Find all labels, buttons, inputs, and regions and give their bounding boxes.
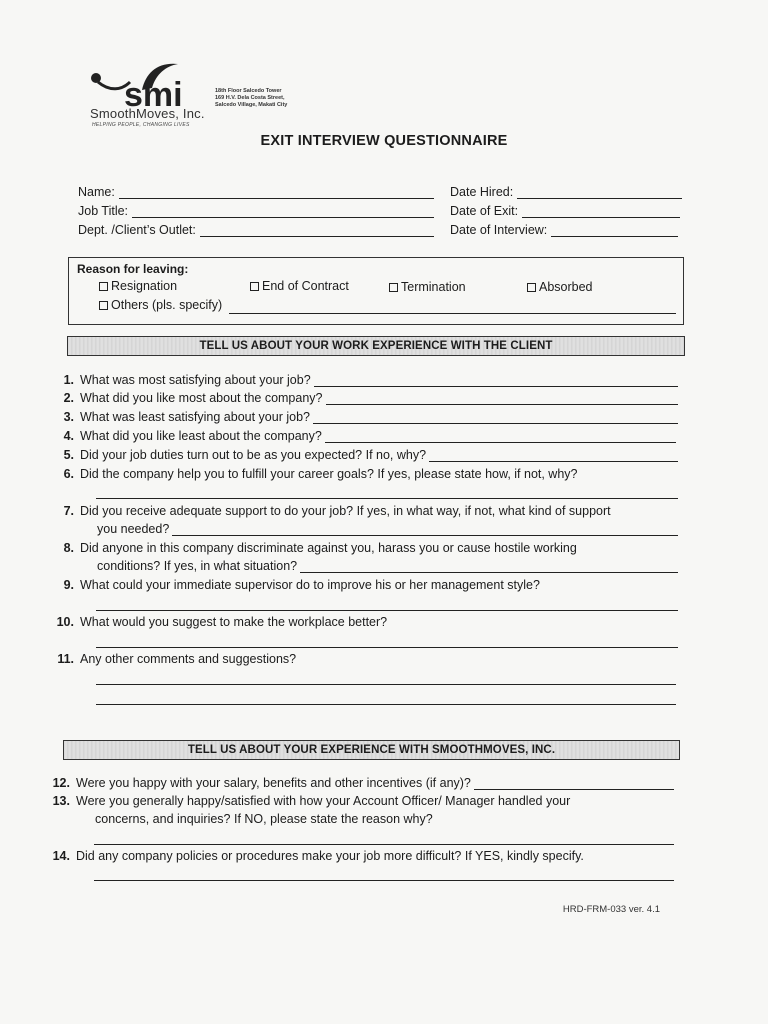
question-4[interactable] (50, 429, 676, 443)
answer-line[interactable] (94, 880, 674, 881)
date-exit-field[interactable] (450, 204, 680, 218)
question-8-continued[interactable] (97, 559, 678, 573)
checkbox-icon[interactable] (250, 282, 259, 291)
option-termination[interactable] (389, 280, 466, 294)
date-interview-label: Date of Interview: (450, 223, 548, 237)
question-number: 1. (63, 373, 74, 387)
answer-line[interactable] (313, 411, 678, 424)
answer-line[interactable] (300, 560, 678, 573)
question-1[interactable] (50, 373, 678, 387)
question-text: Did the company help you to fulfill your career goals? If yes, please state how, if not, why? (80, 467, 578, 481)
date-interview-field[interactable] (450, 223, 678, 237)
reason-for-leaving-box (68, 257, 684, 325)
date-hired-field[interactable] (450, 185, 682, 199)
checkbox-icon[interactable] (99, 282, 108, 291)
name-field[interactable] (78, 185, 434, 199)
option-label: Termination (401, 280, 466, 294)
question-8 (50, 541, 678, 555)
option-label: End of Contract (262, 279, 349, 293)
name-line[interactable] (119, 186, 434, 199)
question-9 (50, 578, 678, 592)
question-number: 12. (52, 776, 70, 790)
question-13-continued (95, 812, 675, 826)
address-line: 18th Floor Salcedo Tower (215, 88, 282, 94)
answer-line[interactable] (96, 684, 676, 685)
date-interview-line[interactable] (551, 224, 678, 237)
answer-line[interactable] (96, 647, 678, 648)
question-7 (50, 504, 678, 518)
question-5[interactable] (50, 448, 678, 462)
question-6 (50, 467, 678, 481)
question-text: Were you happy with your salary, benefits and other incentives (if any)? (76, 776, 471, 790)
checkbox-icon[interactable] (389, 283, 398, 292)
answer-line[interactable] (474, 777, 674, 790)
question-number: 4. (63, 429, 74, 443)
address-line: Salcedo Village, Makati City (215, 102, 288, 108)
question-11 (50, 652, 678, 666)
option-label: Resignation (111, 279, 178, 293)
others-specify-line[interactable] (229, 313, 676, 314)
company-address (215, 88, 335, 109)
question-number: 3. (63, 410, 74, 424)
name-label: Name: (78, 185, 115, 199)
question-text: What was most satisfying about your job? (80, 373, 311, 387)
company-logo (86, 60, 216, 140)
question-number: 11. (57, 652, 74, 666)
option-resignation[interactable] (99, 279, 177, 293)
option-label: Absorbed (539, 280, 593, 294)
question-2[interactable] (50, 391, 678, 405)
question-text-continued: conditions? If yes, in what situation? (97, 559, 298, 573)
option-absorbed[interactable] (527, 280, 593, 294)
option-end-of-contract[interactable] (250, 279, 349, 293)
answer-line[interactable] (94, 844, 674, 845)
option-label: Others (pls. specify) (111, 298, 223, 312)
question-text: What was least satisfying about your job? (80, 410, 310, 424)
question-number: 13. (52, 794, 70, 808)
question-text: Did your job duties turn out to be as you expected? If no, why? (80, 448, 427, 462)
question-number: 2. (63, 391, 74, 405)
question-text: What would you suggest to make the workplace better? (80, 615, 388, 629)
question-10 (50, 615, 678, 629)
question-text: What did you like most about the company? (80, 391, 323, 405)
answer-line[interactable] (314, 374, 678, 387)
company-tagline: HELPING PEOPLE, CHANGING LIVES (92, 122, 190, 128)
date-exit-line[interactable] (522, 205, 680, 218)
answer-line[interactable] (96, 498, 678, 499)
checkbox-icon[interactable] (527, 283, 536, 292)
section-header-smoothmoves: TELL US ABOUT YOUR EXPERIENCE WITH SMOOTHMOVES, INC. (63, 740, 680, 760)
answer-line[interactable] (172, 523, 678, 536)
question-number: 5. (63, 448, 74, 462)
question-number: 10. (56, 615, 74, 629)
dept-field[interactable] (78, 223, 434, 237)
question-number: 6. (63, 467, 74, 481)
question-12[interactable] (46, 776, 674, 790)
question-text: Did any company policies or procedures make your job more difficult? If YES, kindly specify. (76, 849, 584, 863)
date-hired-line[interactable] (517, 186, 682, 199)
question-number: 14. (52, 849, 70, 863)
date-hired-label: Date Hired: (450, 185, 514, 199)
answer-line[interactable] (96, 610, 678, 611)
date-exit-label: Date of Exit: (450, 204, 519, 218)
question-text: Did anyone in this company discriminate against you, harass you or cause hostile working (80, 541, 577, 555)
dept-label: Dept. /Client’s Outlet: (78, 223, 196, 237)
answer-line[interactable] (429, 449, 678, 462)
question-text: Did you receive adequate support to do your job? If yes, in what way, if not, what kind of support (80, 504, 611, 518)
question-number: 8. (63, 541, 74, 555)
question-text-continued: concerns, and inquiries? If NO, please state the reason why? (95, 812, 433, 826)
question-7-continued[interactable] (97, 522, 678, 536)
answer-line[interactable] (325, 430, 676, 443)
section-header-client: TELL US ABOUT YOUR WORK EXPERIENCE WITH THE CLIENT (67, 336, 685, 356)
question-3[interactable] (50, 410, 678, 424)
question-text-continued: you needed? (97, 522, 170, 536)
job-title-label: Job Title: (78, 204, 129, 218)
question-text: What could your immediate supervisor do to improve his or her management style? (80, 578, 540, 592)
logo-wordmark: smi (124, 76, 183, 114)
job-title-field[interactable] (78, 204, 434, 218)
reason-title: Reason for leaving: (77, 262, 189, 276)
option-others[interactable] (99, 298, 222, 312)
answer-line[interactable] (326, 392, 679, 405)
company-name: SmoothMoves, Inc. (90, 106, 205, 121)
question-text: Any other comments and suggestions? (80, 652, 297, 666)
form-code: HRD-FRM-033 ver. 4.1 (562, 904, 660, 915)
job-title-line[interactable] (132, 205, 434, 218)
question-number: 9. (63, 578, 74, 592)
question-14 (46, 849, 674, 863)
question-13 (46, 794, 674, 808)
checkbox-icon[interactable] (99, 301, 108, 310)
question-text: Were you generally happy/satisfied with how your Account Officer/ Manager handled your (76, 794, 571, 808)
page-title: EXIT INTERVIEW QUESTIONNAIRE (260, 133, 508, 149)
address-line: 169 H.V. Dela Costa Street, (215, 95, 285, 101)
dept-line[interactable] (200, 224, 434, 237)
question-text: What did you like least about the company? (80, 429, 322, 443)
answer-line[interactable] (96, 704, 676, 705)
question-number: 7. (63, 504, 74, 518)
